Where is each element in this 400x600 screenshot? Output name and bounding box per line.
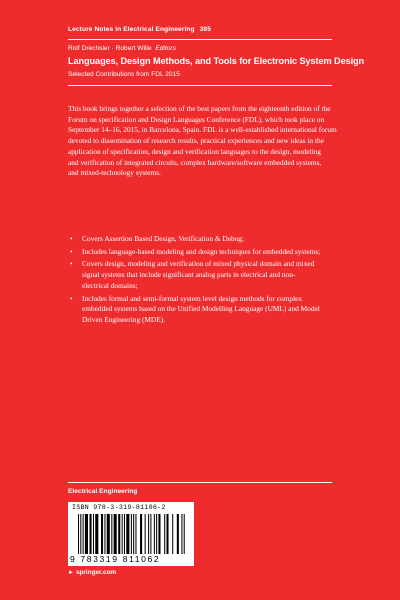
barcode-bar xyxy=(78,514,79,554)
title-divider xyxy=(68,85,332,86)
barcode-bar xyxy=(114,514,117,554)
bullet-icon: • xyxy=(70,293,73,303)
barcode-bar xyxy=(118,514,120,554)
blurb-line: Forum on specification and Design Languages Conference (FDL), which took place on xyxy=(68,114,325,124)
barcode-bar xyxy=(101,514,103,554)
isbn-number: ISBN 978-3-319-81106-2 xyxy=(72,504,166,511)
publisher-link[interactable] xyxy=(68,569,116,576)
feature-text: Driven Engineering (MDE). xyxy=(82,314,166,324)
barcode-bar xyxy=(150,514,151,554)
barcode-bar xyxy=(177,514,179,554)
barcode-bar xyxy=(184,514,185,554)
barcode-bar xyxy=(104,514,105,554)
barcode-bar xyxy=(85,514,88,554)
feature-text: Covers Assertion Based Design, Verification & Debug; xyxy=(82,234,245,243)
barcode-bar xyxy=(111,514,112,554)
barcode-bar xyxy=(122,514,123,554)
feature-text: Covers design, modeling and verification of mixed physical domain and mixed xyxy=(82,259,315,269)
barcode-icon xyxy=(78,514,186,554)
barcode-bar xyxy=(172,514,173,554)
footer-divider xyxy=(68,482,332,483)
arrow-right-icon: ► xyxy=(68,570,74,576)
editors-role: Editors xyxy=(155,45,176,52)
book-title: Languages, Design Methods, and Tools for Electronic System Design xyxy=(68,56,365,66)
feature-list xyxy=(68,234,340,328)
blurb-line: and verification of integrated circuits, complex hardware/software embedded systems, xyxy=(68,157,322,167)
series-number: 385 xyxy=(199,26,211,33)
barcode-bar xyxy=(95,514,98,554)
barcode-bar xyxy=(135,514,136,554)
barcode-bar xyxy=(181,514,182,554)
feature-text: signal systems that include significant analog parts in electrical and non- xyxy=(82,270,296,280)
barcode-bar xyxy=(83,514,84,554)
barcode-bar xyxy=(107,514,110,554)
series-name: Lecture Notes in Electrical Engineering xyxy=(68,26,195,33)
feature-text: Includes formal and semi-formal system level design methods for complex xyxy=(82,293,303,303)
feature-text: Includes language-based modeling and design techniques for embedded systems; xyxy=(82,246,321,256)
barcode-bar xyxy=(158,514,160,554)
barcode-bar xyxy=(145,514,146,554)
barcode-bar xyxy=(126,514,129,554)
bullet-icon: • xyxy=(70,259,73,269)
blurb-line: devoted to dissemination of research results, practical experiences and new ideas in the xyxy=(68,136,324,146)
barcode-bar xyxy=(154,514,155,554)
header-divider xyxy=(68,39,332,40)
subject-category: Electrical Engineering xyxy=(68,488,138,495)
publisher-url: springer.com xyxy=(75,569,117,576)
blurb-line: and mixed-technology systems. xyxy=(68,168,161,178)
barcode-bar xyxy=(166,514,168,554)
barcode-bar xyxy=(80,514,81,554)
bullet-icon: • xyxy=(70,246,73,256)
editors-names: Rolf Drechsler · Robert Wille xyxy=(68,45,152,52)
bullet-icon: • xyxy=(70,234,73,243)
blurb-line: September 14–16, 2015, in Barcelona, Spain. FDL is a well-established international forum xyxy=(68,125,337,135)
barcode-digits: 9 783319 811062 xyxy=(70,554,161,564)
barcode-bar xyxy=(140,514,142,554)
book-subtitle: Selected Contributions from FDL 2015 xyxy=(68,71,180,78)
feature-list-item xyxy=(68,294,340,326)
feature-text: embedded systems based on the Unified Modelling Language (UML) and Model xyxy=(82,304,320,314)
barcode-bar xyxy=(131,514,132,554)
editors-line xyxy=(68,45,176,52)
series-header xyxy=(68,26,211,33)
feature-list-item xyxy=(68,234,340,245)
feature-list-item xyxy=(68,259,340,291)
barcode-bar xyxy=(156,514,157,554)
blurb-paragraph xyxy=(68,104,340,179)
barcode-bar xyxy=(164,514,165,554)
barcode-bar xyxy=(89,514,91,554)
blurb-line: application of specification, design and verification languages to the design, modeling xyxy=(68,146,321,156)
barcode-bar xyxy=(148,514,149,554)
barcode-bar xyxy=(93,514,94,554)
isbn-barcode-box xyxy=(68,502,194,566)
barcode-bar xyxy=(124,514,125,554)
blurb-line: This book brings together a selection of the best papers from the eighteenth edition of the xyxy=(68,104,331,113)
feature-text: electrical domains; xyxy=(82,280,138,290)
feature-list-item xyxy=(68,247,340,258)
barcode-bar xyxy=(133,514,134,554)
